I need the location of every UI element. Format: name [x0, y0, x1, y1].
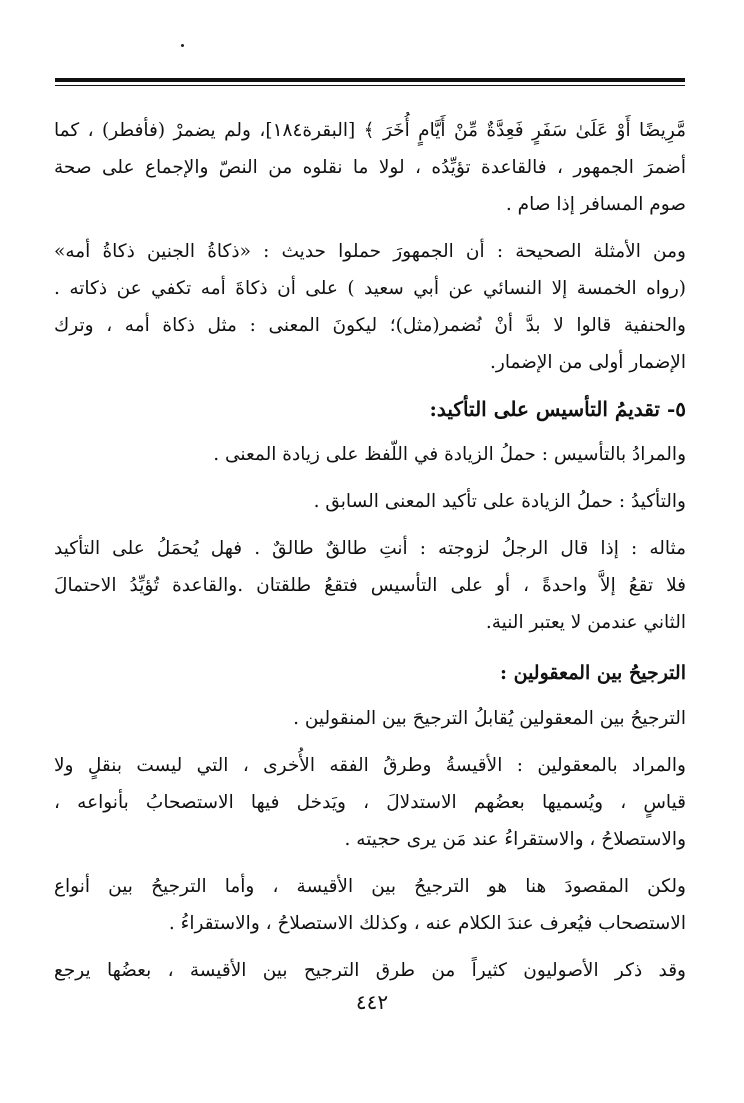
- paragraph-verse-continuation: [54, 112, 686, 223]
- text-line: صوم المسافر إذا صام .: [505, 194, 686, 215]
- header-rule-thin: [55, 85, 685, 86]
- text-line: الثاني عندمن لا يعتبر النية.: [485, 612, 686, 633]
- text-line: والتأكيدُ : حملُ الزيادة على تأكيد المعنى السابق .: [313, 491, 686, 512]
- text-line: وقد ذكر الأصوليون كثيراً من طرق الترجيح بين الأقيسة ، بعضُها يرجع: [54, 960, 686, 981]
- paragraph-intro: [54, 700, 686, 737]
- text-line: الترجيحُ بين المعقولين يُقابلُ الترجيحَ بين المنقولين .: [293, 708, 686, 729]
- text-line: والمرادُ بالتأسيس : حملُ الزيادة في اللّفظ على زيادة المعنى .: [213, 444, 686, 465]
- subsection-heading: الترجيحُ بين المعقولين :: [499, 662, 686, 684]
- page-body: [54, 112, 686, 999]
- text-line: والمراد بالمعقولين : الأقيسةُ وطرقُ الفقه الأُخرى ، التي ليست بنقلٍ ولا: [54, 755, 686, 776]
- text-line: الاستصحاب فيُعرف عندَ الكلام عنه ، وكذلك الاستصلاحُ ، والاستقراءُ .: [168, 913, 686, 934]
- paragraph-example: [54, 530, 686, 641]
- text-line: (رواه الخمسة إلا النسائي عن أبي سعيد ) على أن ذكاةَ أمه تكفي عن ذكاته .: [54, 278, 686, 299]
- text-line: الإضمار أولى من الإضمار.: [490, 352, 686, 373]
- text-line: والحنفية قالوا لا بدَّ أنْ نُضمر(مثل)؛ ليكونَ المعنى : مثل ذكاة أمه ، وترك: [54, 315, 686, 336]
- header-rule-thick: [55, 78, 685, 82]
- paragraph-meaning: [54, 747, 686, 858]
- paragraph-examples: [54, 233, 686, 381]
- text-line: فلا تقعُ إلاَّ واحدةً ، أو على التأسيس فتقعُ طلقتان .والقاعدة تُؤيِّدُ الاحتمالَ: [54, 575, 686, 596]
- text-line: مثاله : إذا قال الرجلُ لزوجته : أنتِ طالقٌ طالقٌ . فهل يُحمَلُ على التأكيد: [54, 538, 686, 559]
- section-heading: ٥- تقديمُ التأسيس على التأكيد:: [429, 397, 686, 421]
- text-line: ومن الأمثلة الصحيحة : أن الجمهورَ حملوا حديث : «ذكاةُ الجنين ذكاةُ أمه»: [54, 241, 686, 262]
- text-line: أضمرَ الجمهور ، فالقاعدة تؤيِّدُه ، لولا ما نقلوه من النصّ والإجماع على صحة: [54, 157, 686, 178]
- page-number: ٤٤٢: [355, 990, 389, 1014]
- text-line: مَّرِيضًا أَوْ عَلَىٰ سَفَرٍ فَعِدَّةٌ مِّنْ أَيَّامٍ أُخَرَ ﴾ [البقرة١٨٤]، ولم يضمرْ (فأفطر) ، كما: [54, 120, 686, 141]
- paragraph-closing: [54, 952, 686, 989]
- text-line: والاستصلاحُ ، والاستقراءُ عند مَن يرى حجيته .: [344, 829, 686, 850]
- text-line: قياسٍ ، ويُسميها بعضُهم الاستدلالَ ، ويَدخل فيها الاستصحابُ بأنواعه ،: [54, 792, 686, 813]
- ink-dot: [181, 44, 184, 47]
- paragraph-purpose: [54, 868, 686, 942]
- text-line: ولكن المقصودَ هنا هو الترجيحُ بين الأقيسة ، وأما الترجيحُ بين أنواع: [54, 876, 686, 897]
- paragraph-definition-tasis: [54, 436, 686, 473]
- paragraph-definition-takid: [54, 483, 686, 520]
